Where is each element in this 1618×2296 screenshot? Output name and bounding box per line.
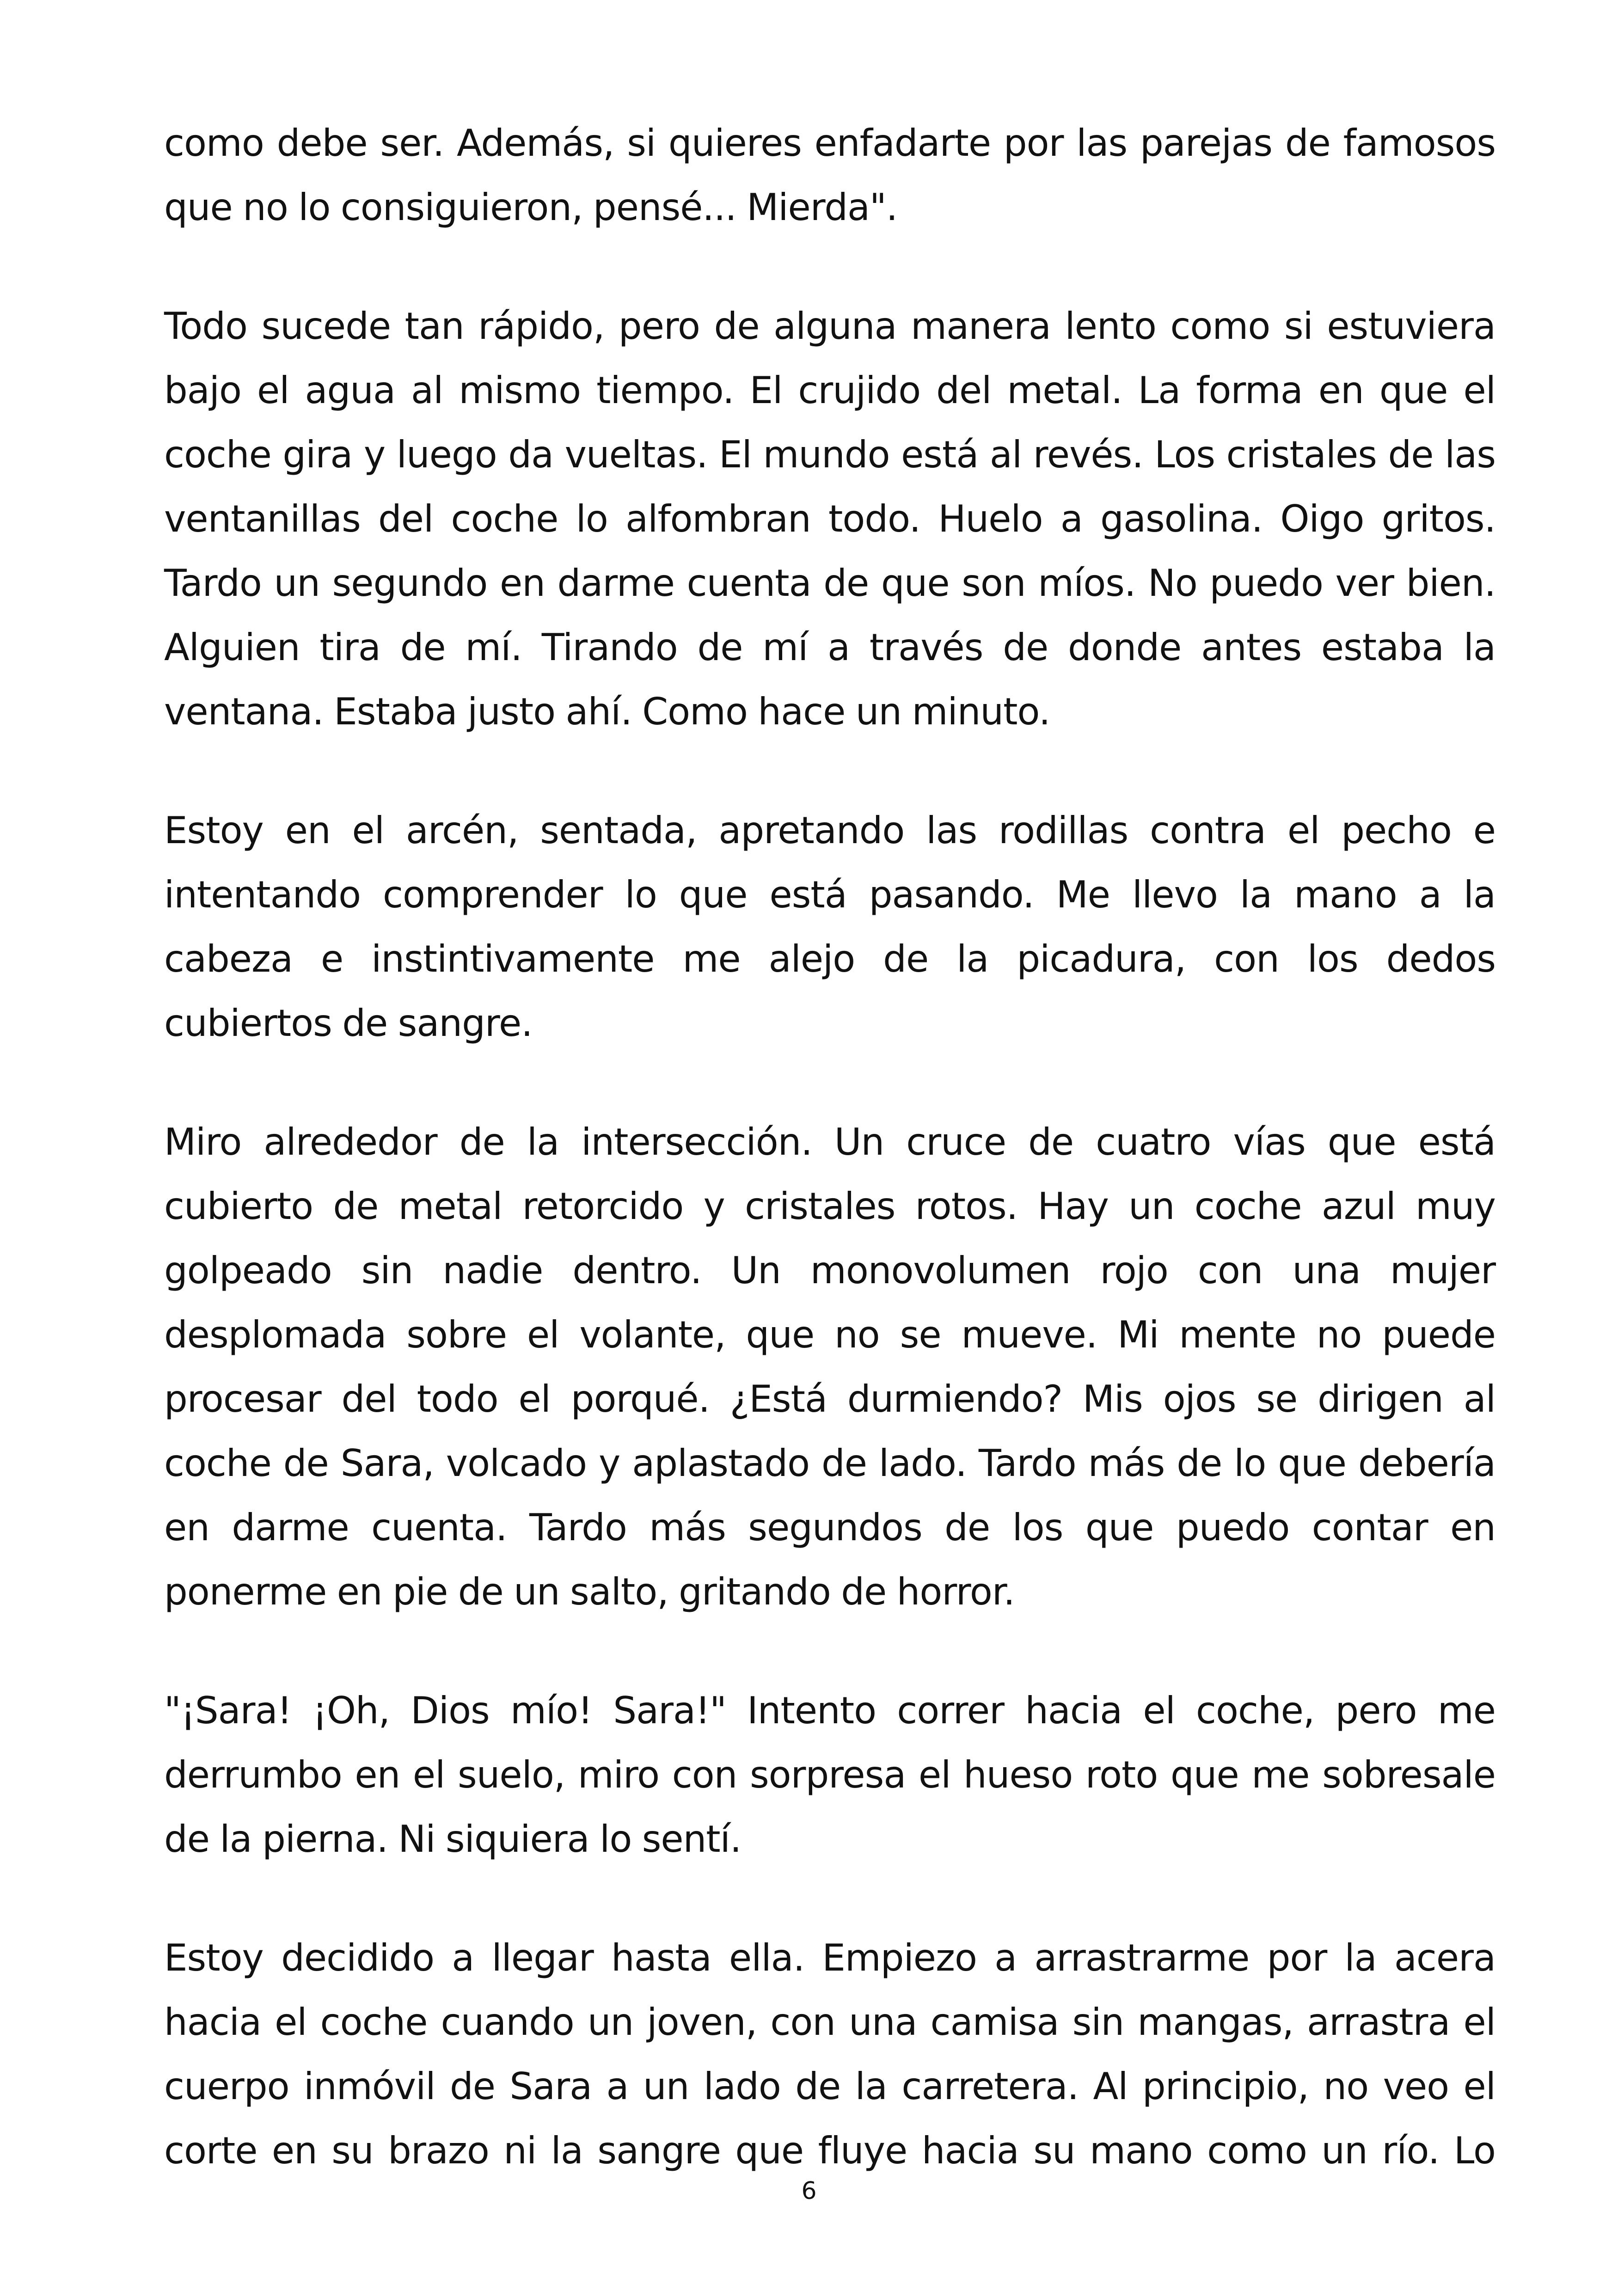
paragraph-1	[164, 111, 1495, 239]
text-line: Estoy decidido a llegar hasta ella. Empiezo a arrastrarme por la acera	[164, 1936, 1495, 1979]
text-line: cabeza e instintivamente me alejo de la picadura, con los dedos	[164, 937, 1495, 980]
paragraph-4	[164, 1110, 1495, 1624]
text-line: hacia el coche cuando un joven, con una camisa sin mangas, arrastra el	[164, 2001, 1495, 2044]
paragraph-3	[164, 798, 1495, 1055]
paragraph-2	[164, 294, 1495, 744]
text-line: Alguien tira de mí. Tirando de mí a través de donde antes estaba la	[164, 626, 1495, 669]
text-line: bajo el agua al mismo tiempo. El crujido del metal. La forma en que el	[164, 369, 1495, 412]
text-line: como debe ser. Además, si quieres enfadarte por las parejas de famosos	[164, 122, 1495, 165]
text-line: Miro alrededor de la intersección. Un cruce de cuatro vías que está	[164, 1120, 1495, 1163]
paragraph-6	[164, 1926, 1495, 2183]
text-line: Todo sucede tan rápido, pero de alguna manera lento como si estuviera	[164, 305, 1495, 348]
paragraph-5	[164, 1678, 1495, 1871]
text-line: que no lo consiguieron, pensé... Mierda".	[164, 186, 898, 229]
text-line: coche de Sara, volcado y aplastado de lado. Tardo más de lo que debería	[164, 1442, 1495, 1485]
text-line: cubierto de metal retorcido y cristales rotos. Hay un coche azul muy	[164, 1185, 1495, 1228]
text-line: coche gira y luego da vueltas. El mundo está al revés. Los cristales de las	[164, 433, 1495, 476]
page-number: 6	[801, 2177, 817, 2205]
text-line: Estoy en el arcén, sentada, apretando las rodillas contra el pecho e	[164, 809, 1495, 852]
text-line: de la pierna. Ni siquiera lo sentí.	[164, 1818, 742, 1861]
text-line: golpeado sin nadie dentro. Un monovolumen rojo con una mujer	[164, 1249, 1495, 1292]
text-line: corte en su brazo ni la sangre que fluye hacia su mano como un río. Lo	[164, 2129, 1495, 2172]
text-line: desplomada sobre el volante, que no se mueve. Mi mente no puede	[164, 1313, 1495, 1356]
text-line: derrumbo en el suelo, miro con sorpresa el hueso roto que me sobresale	[164, 1753, 1495, 1796]
page-body	[164, 111, 1495, 2237]
text-line: "¡Sara! ¡Oh, Dios mío! Sara!" Intento correr hacia el coche, pero me	[164, 1689, 1495, 1732]
text-line: ponerme en pie de un salto, gritando de horror.	[164, 1570, 1015, 1613]
text-line: cuerpo inmóvil de Sara a un lado de la carretera. Al principio, no veo el	[164, 2065, 1495, 2108]
text-line: ventana. Estaba justo ahí. Como hace un minuto.	[164, 690, 1050, 733]
text-line: Tardo un segundo en darme cuenta de que son míos. No puedo ver bien.	[164, 562, 1495, 605]
text-line: intentando comprender lo que está pasando. Me llevo la mano a la	[164, 873, 1495, 916]
text-line: cubiertos de sangre.	[164, 1002, 533, 1045]
text-line: ventanillas del coche lo alfombran todo. Huelo a gasolina. Oigo gritos.	[164, 497, 1495, 540]
text-line: procesar del todo el porqué. ¿Está durmiendo? Mis ojos se dirigen al	[164, 1378, 1495, 1420]
text-line: en darme cuenta. Tardo más segundos de los que puedo contar en	[164, 1506, 1495, 1549]
